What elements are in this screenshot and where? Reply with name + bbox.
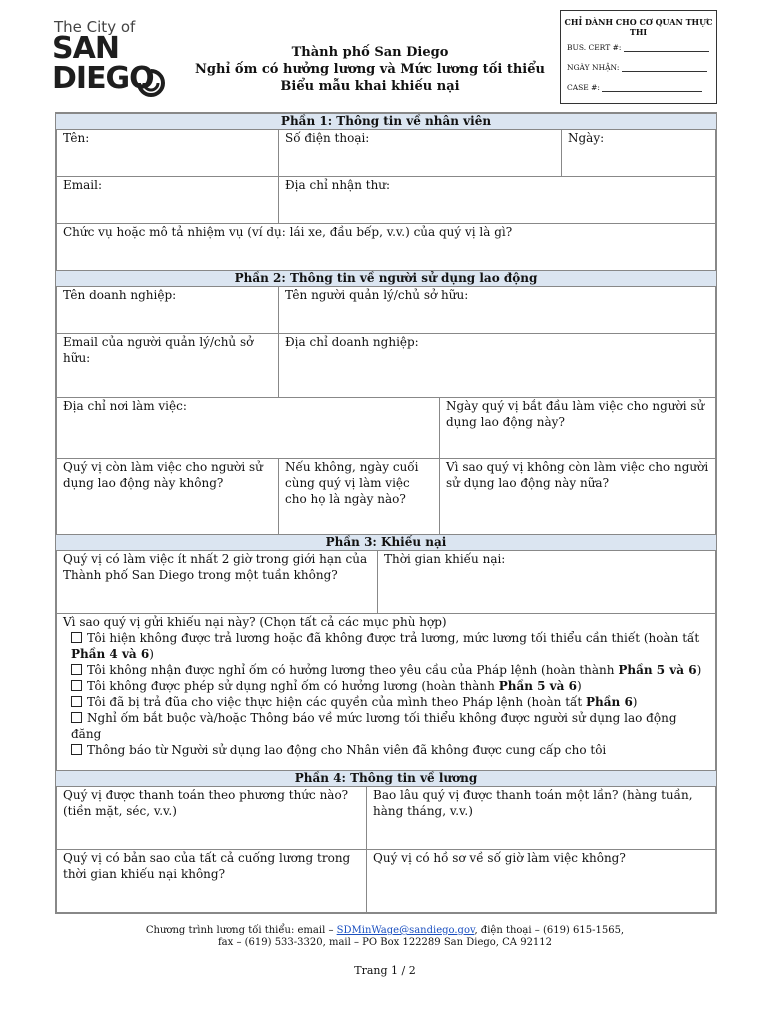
checkbox[interactable] bbox=[71, 680, 82, 691]
logo-top-text: The City of bbox=[54, 18, 136, 36]
still-working-label: Quý vị còn làm việc cho người sử dụng lao động này không? bbox=[63, 460, 263, 490]
pay-stubs-field[interactable] bbox=[56, 849, 367, 913]
pay-frequency-label: Bao lâu quý vị được thanh toán một lần? (hàng tuần, hàng tháng, v.v.) bbox=[373, 788, 693, 818]
last-day-field[interactable] bbox=[278, 458, 440, 535]
option-text: Thông báo từ Người sử dụng lao động cho Nhân viên đã không được cung cấp cho tôi bbox=[87, 743, 607, 757]
checkbox[interactable] bbox=[71, 696, 82, 707]
pay-frequency-field[interactable] bbox=[366, 786, 716, 850]
email-link[interactable]: SDMinWage@sandiego.gov bbox=[336, 925, 475, 936]
complaint-option-4 bbox=[63, 694, 709, 710]
complaint-options-list bbox=[63, 630, 709, 758]
hours-record-label: Quý vị có hồ sơ về số giờ làm việc không? bbox=[373, 851, 626, 865]
date-received-label: NGÀY NHẬN: bbox=[567, 63, 620, 72]
phone-field[interactable] bbox=[278, 129, 562, 177]
checkbox[interactable] bbox=[71, 664, 82, 675]
date-received-field[interactable] bbox=[567, 63, 707, 72]
work-address-field[interactable] bbox=[56, 397, 440, 459]
phone-label: Số điện thoại: bbox=[285, 131, 370, 145]
footer bbox=[100, 925, 670, 949]
option-text: Tôi không nhận được nghỉ ốm có hưởng lương theo yêu cầu của Pháp lệnh (hoàn thành bbox=[87, 663, 619, 677]
option-end: ) bbox=[149, 647, 154, 661]
name-field[interactable] bbox=[56, 129, 279, 177]
owner-name-field[interactable] bbox=[278, 286, 716, 334]
bus-cert-label: BUS. CERT #: bbox=[567, 43, 622, 52]
owner-email-field[interactable] bbox=[56, 333, 279, 398]
mailing-address-label: Địa chỉ nhận thư: bbox=[285, 178, 391, 192]
case-field[interactable] bbox=[567, 83, 702, 92]
office-use-box bbox=[560, 10, 717, 104]
checkbox[interactable] bbox=[71, 744, 82, 755]
title-line1: Thành phố San Diego bbox=[291, 45, 449, 60]
mailing-address-field[interactable] bbox=[278, 176, 716, 224]
part2-heading: Phần 2: Thông tin về người sử dụng lao động bbox=[56, 270, 716, 287]
complaint-option-1 bbox=[63, 630, 709, 662]
start-date-label: Ngày quý vị bắt đầu làm việc cho người sử dụng lao động này? bbox=[446, 399, 705, 429]
worked-2hrs-field[interactable] bbox=[56, 550, 378, 614]
why-not-working-label: Vì sao quý vị không còn làm việc cho người sử dụng lao động này nữa? bbox=[446, 460, 709, 490]
option-section-ref: Phần 6 bbox=[586, 695, 633, 709]
option-text: Tôi hiện không được trả lương hoặc đã không được trả lương, mức lương tối thiểu cần thiết (hoàn tất bbox=[87, 631, 700, 645]
title-line2: Nghỉ ốm có hưởng lương và Mức lương tối thiểu bbox=[195, 62, 545, 77]
form-title bbox=[190, 44, 550, 95]
part4-heading: Phần 4: Thông tin về lương bbox=[56, 770, 716, 787]
option-text: Nghỉ ốm bắt buộc và/hoặc Thông báo về mức lương tối thiểu không được người sử dụng lao động đăng bbox=[71, 711, 677, 741]
complaint-reasons bbox=[56, 613, 716, 771]
case-label: CASE #: bbox=[567, 83, 600, 92]
option-end: ) bbox=[632, 695, 638, 709]
option-end: ) bbox=[576, 679, 582, 693]
date-field[interactable] bbox=[561, 129, 716, 177]
business-name-field[interactable] bbox=[56, 286, 279, 334]
option-text: Tôi không được phép sử dụng nghỉ ốm có hưởng lương (hoàn thành bbox=[87, 679, 499, 693]
work-address-label: Địa chỉ nơi làm việc: bbox=[63, 399, 187, 413]
why-not-working-field[interactable] bbox=[439, 458, 716, 535]
pay-stubs-label: Quý vị có bản sao của tất cả cuống lương trong thời gian khiếu nại không? bbox=[63, 851, 351, 881]
pay-method-field[interactable] bbox=[56, 786, 367, 850]
option-section-ref: Phần 5 và 6 bbox=[498, 679, 577, 693]
logo-line2: DIEGO bbox=[52, 61, 154, 96]
title-line3: Biểu mẫu khai khiếu nại bbox=[280, 79, 460, 94]
option-section-ref: Phần 5 và 6 bbox=[618, 663, 697, 677]
business-name-label: Tên doanh nghiệp: bbox=[63, 288, 177, 302]
owner-name-label: Tên người quản lý/chủ sở hữu: bbox=[285, 288, 469, 302]
start-date-field[interactable] bbox=[439, 397, 716, 459]
still-working-field[interactable] bbox=[56, 458, 279, 535]
complaint-option-2 bbox=[63, 662, 709, 678]
logo-swoosh-icon bbox=[136, 68, 166, 98]
email-field[interactable] bbox=[56, 176, 279, 224]
option-text: Tôi đã bị trả đũa cho việc thực hiện các quyền của mình theo Pháp lệnh (hoàn tất bbox=[87, 695, 587, 709]
office-heading: CHỈ DÀNH CHO CƠ QUAN THỰC THI bbox=[564, 17, 713, 37]
job-title-field[interactable] bbox=[56, 223, 716, 271]
job-title-label: Chức vụ hoặc mô tả nhiệm vụ (ví dụ: lái xe, đầu bếp, v.v.) của quý vị là gì? bbox=[63, 225, 513, 239]
part3-heading: Phần 3: Khiếu nại bbox=[56, 534, 716, 551]
part1-heading: Phần 1: Thông tin về nhân viên bbox=[56, 113, 716, 130]
page-number: Trang 1 / 2 bbox=[354, 964, 416, 977]
option-end: ) bbox=[696, 663, 702, 677]
footer-contact-prefix: Chương trình lương tối thiểu: email – bbox=[145, 925, 337, 936]
name-label: Tên: bbox=[63, 131, 90, 145]
city-logo bbox=[52, 18, 162, 100]
bus-cert-field[interactable] bbox=[567, 43, 709, 52]
logo-line1: SAN bbox=[52, 31, 119, 66]
complaint-period-label: Thời gian khiếu nại: bbox=[384, 552, 506, 566]
complaint-form bbox=[55, 112, 717, 914]
owner-email-label: Email của người quản lý/chủ sở hữu: bbox=[63, 335, 254, 365]
complaint-option-6 bbox=[63, 742, 709, 758]
pay-method-label: Quý vị được thanh toán theo phương thức nào? (tiền mặt, séc, v.v.) bbox=[63, 788, 349, 818]
business-address-field[interactable] bbox=[278, 333, 716, 398]
checkbox[interactable] bbox=[71, 632, 82, 643]
hours-record-field[interactable] bbox=[366, 849, 716, 913]
email-label: Email: bbox=[63, 178, 103, 192]
option-section-ref: Phần 4 và 6 bbox=[71, 647, 150, 661]
complaint-option-5 bbox=[63, 710, 709, 742]
checkbox[interactable] bbox=[71, 712, 82, 723]
date-label: Ngày: bbox=[568, 131, 605, 145]
business-address-label: Địa chỉ doanh nghiệp: bbox=[285, 335, 419, 349]
last-day-label: Nếu không, ngày cuối cùng quý vị làm việc cho họ là ngày nào? bbox=[285, 460, 419, 506]
complaint-period-field[interactable] bbox=[377, 550, 716, 614]
worked-2hrs-label: Quý vị có làm việc ít nhất 2 giờ trong giới hạn của Thành phố San Diego trong một tuần không? bbox=[63, 552, 368, 582]
complaint-reasons-question: Vì sao quý vị gửi khiếu nại này? (Chọn tất cả các mục phù hợp) bbox=[63, 615, 447, 629]
complaint-option-3 bbox=[63, 678, 709, 694]
footer-phone: , điện thoại – (619) 615-1565, bbox=[474, 925, 625, 936]
footer-fax-mail: fax – (619) 533-3320, mail – PO Box 122289 San Diego, CA 92112 bbox=[217, 937, 553, 948]
